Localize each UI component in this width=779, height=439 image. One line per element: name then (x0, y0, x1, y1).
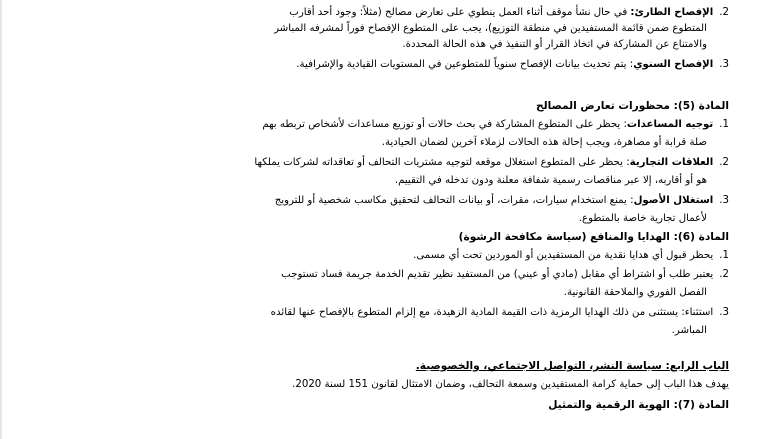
item-emergency-disclosure-cont1 (274, 22, 707, 36)
list-number: 3. (719, 307, 729, 318)
chapter4-intro (292, 378, 729, 392)
item-annual-disclosure (296, 58, 729, 72)
item-term: الإفصاح الطارئ: (630, 7, 714, 18)
article5-item2 (254, 156, 729, 170)
article-heading: المادة (5): محظورات تعارض المصالح (536, 100, 729, 112)
item-emergency-disclosure (289, 6, 729, 20)
article6-title (459, 230, 729, 244)
article6-item2-cont (564, 286, 707, 300)
chapter4-title (416, 359, 729, 373)
article6-item2 (281, 268, 729, 282)
item-text: في حال نشأ موقف أثناء العمل ينطوي على تعارض مصالح (مثلاً: وجود أحد أقارب (289, 7, 631, 18)
list-number: 1. (719, 119, 729, 130)
item-text: : يمنع استخدام سيارات، مقرات، أو بيانات التحالف لتحقيق مكاسب شخصية أو للترويج (274, 195, 634, 206)
article-heading: المادة (7): الهوية الرقمية والتمثيل (548, 399, 729, 411)
item-text: استثناء: يستثنى من ذلك الهدايا الرمزية ذات القيمة المادية الزهيدة، مع إلزام المتطوع بالإفصاح عنها لقائده (270, 307, 714, 318)
chapter-heading: الباب الرابع: سياسة النشر، التواصل الاجتماعي، والخصوصية. (415, 360, 729, 372)
item-term: العلاقات التجارية (629, 157, 714, 168)
article5-item1-cont (382, 136, 707, 150)
item-text: لأعمال تجارية خاصة بالمتطوع. (578, 213, 707, 224)
item-term: الإفصاح السنوي (633, 59, 714, 70)
item-term: توجيه المساعدات (626, 119, 714, 130)
item-emergency-disclosure-cont2 (402, 38, 707, 52)
item-text: والامتناع عن المشاركة في اتخاذ القرار أو التنفيذ في هذه الحالة المحددة. (402, 39, 707, 50)
article6-item1 (413, 249, 729, 263)
list-number: 3. (719, 195, 729, 206)
article5-title (536, 99, 729, 113)
article7-title (548, 398, 729, 412)
item-text: : يحظر على المتطوع استغلال موقعه لتوجيه مشتريات التحالف أو تعاقداته لشركات يملكها (254, 157, 630, 168)
article6-item3-cont (672, 324, 707, 338)
item-text: : يتم تحديث بيانات الإفصاح سنوياً للمتطوعين في المستويات القيادية والإشرافية. (296, 59, 634, 70)
list-number: 2. (719, 7, 729, 18)
item-text: : يحظر على المتطوع المشاركة في بحث حالات أو توزيع مساعدات لأشخاص تربطه بهم (262, 119, 627, 130)
article5-item3-cont (579, 212, 707, 226)
list-number: 2. (719, 269, 729, 280)
item-text: يعتبر طلب أو اشتراط أي مقابل (مادي أو عيني) من المستفيد نظير تقديم الخدمة جريمة فساد تستوجب (281, 269, 714, 280)
article5-item2-cont (395, 174, 707, 188)
item-text: هو أو أقاربه، إلا عبر مناقصات رسمية شفافة معلنة ودون تدخله في التقييم. (394, 175, 707, 186)
list-number: 1. (719, 250, 729, 261)
item-text: المتطوع ضمن قائمة المستفيدين في منطقة التوزيع)، يجب على المتطوع الإفصاح فوراً لمشرفه المباشر (274, 23, 707, 34)
list-number: 2. (719, 157, 729, 168)
article5-item3 (275, 194, 729, 208)
item-term: استغلال الأصول (633, 195, 714, 206)
item-text: الفصل الفوري والملاحقة القانونية. (563, 287, 707, 298)
paragraph-text: يهدف هذا الباب إلى حماية كرامة المستفيدين وسمعة التحالف، وضمان الامتثال لقانون 151 لسنة 2020. (292, 379, 729, 390)
article5-item1 (262, 118, 729, 132)
item-text: المباشر. (671, 325, 707, 336)
article6-item3 (271, 306, 729, 320)
item-text: يحظر قبول أي هدايا نقدية من المستفيدين أو الموردين تحت أي مسمى. (413, 250, 714, 261)
item-text: صلة قرابة أو مصاهرة، ويجب إحالة هذه الحالات لزملاء آخرين لضمان الحيادية. (381, 137, 707, 148)
list-number: 3. (719, 59, 729, 70)
article-heading: المادة (6): الهدايا والمنافع (سياسة مكافحة الرشوة) (458, 231, 729, 243)
